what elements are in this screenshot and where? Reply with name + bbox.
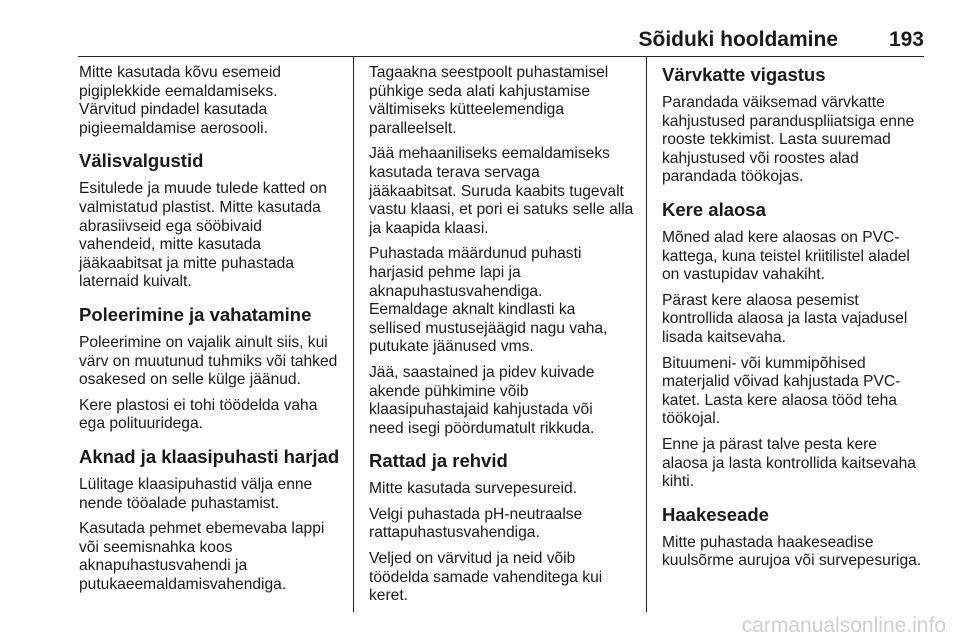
paragraph bbox=[662, 534, 930, 571]
paragraph bbox=[79, 520, 347, 594]
text-line: aknapuhastusvahendi ja bbox=[79, 557, 248, 575]
text-line: Velgi puhastada pH-neutraalse bbox=[369, 505, 583, 523]
text-line: Enne ja pärast talve pesta kere bbox=[662, 435, 877, 453]
text-line: lisada kaitsevaha. bbox=[662, 328, 786, 346]
text-line: Poleerimine on vajalik ainult siis, kui bbox=[79, 333, 328, 351]
text-line: pühkige seda alati kahjustamise bbox=[369, 82, 591, 100]
text-line: nende tööalade puhastamist. bbox=[79, 494, 280, 512]
text-line: alaosa ja lasta kontrollida kaitsevaha bbox=[662, 454, 916, 472]
text-line: jääkaabitsat. Suruda kaabits tugevalt bbox=[369, 182, 624, 200]
section-heading-paint-damage: Värvkatte vigastus bbox=[662, 64, 826, 85]
watermark: carmanualsonline.info bbox=[741, 614, 946, 637]
text-line: Puhastada määrdunud puhasti bbox=[369, 245, 582, 263]
paragraph bbox=[79, 476, 347, 513]
text-line: Eemaldage aknalt kindlasti ka bbox=[369, 301, 576, 319]
text-line: Bituumeni- või kummipõhised bbox=[662, 354, 866, 372]
column-divider-left bbox=[353, 56, 354, 612]
paragraph bbox=[369, 145, 637, 238]
column-middle bbox=[369, 64, 637, 613]
text-line: Kere plastosi ei tohi töödelda vaha bbox=[79, 396, 318, 414]
section-heading-towing-device: Haakeseade bbox=[662, 503, 769, 525]
text-line: Mitte kasutada survepesureid. bbox=[369, 480, 578, 498]
text-line: rooste tekkimist. Lasta suuremad bbox=[662, 131, 891, 149]
paragraph bbox=[79, 64, 347, 138]
paragraph bbox=[662, 355, 930, 429]
section-heading-polishing: Poleerimine ja vahatamine bbox=[79, 303, 312, 325]
text-line: töökojal. bbox=[662, 410, 721, 428]
text-line: jääkaabitsat ja mitte puhastada bbox=[79, 254, 294, 272]
text-line: vältimiseks kütteelemendiga bbox=[369, 101, 565, 119]
text-line: osakesed on selle külge jäänud. bbox=[79, 371, 301, 389]
paragraph bbox=[662, 292, 930, 348]
paragraph bbox=[369, 245, 637, 357]
section-heading-wheels-tyres: Rattad ja rehvid bbox=[369, 450, 508, 472]
section-heading-underbody: Kere alaosa bbox=[662, 198, 766, 220]
column-left bbox=[79, 64, 347, 601]
paragraph bbox=[662, 436, 930, 492]
text-line: putukaeemaldamisvahendiga. bbox=[79, 575, 287, 593]
text-line: harjasid pehme lapi ja bbox=[369, 263, 521, 281]
text-line: Mitte kasutada kõvu esemeid bbox=[79, 64, 281, 81]
page-number: 193 bbox=[888, 28, 924, 51]
section-heading-windows-wipers: Aknad ja klaasipuhasti harjad bbox=[79, 445, 340, 467]
text-line: Lülitage klaasipuhastid välja enne bbox=[79, 475, 313, 493]
paragraph bbox=[662, 94, 930, 187]
text-line: Jää mehaaniliseks eemaldamiseks bbox=[369, 145, 610, 163]
text-line: Veljed on värvitud ja neid võib bbox=[369, 550, 576, 568]
text-line: valmistatud plastist. Mitte kasutada bbox=[79, 198, 321, 216]
text-line: kasutada terava servaga bbox=[369, 163, 540, 181]
text-line: rattapuhastusvahendiga. bbox=[369, 524, 540, 542]
text-line: pigieemaldamise aerosooli. bbox=[79, 119, 268, 137]
paragraph bbox=[369, 364, 637, 438]
paragraph bbox=[79, 334, 347, 390]
text-line: Mõned alad kere alaosas on PVC- bbox=[662, 228, 900, 246]
paragraph bbox=[662, 229, 930, 285]
text-line: keret. bbox=[369, 587, 408, 605]
text-line: Mitte puhastada haakeseadise bbox=[662, 533, 874, 551]
text-line: Jää, saastained ja pidev kuivade bbox=[369, 363, 595, 381]
text-line: või seemisnahka koos bbox=[79, 538, 233, 556]
paragraph bbox=[79, 180, 347, 292]
paragraph bbox=[79, 397, 347, 434]
text-line: akende pühkimine võib bbox=[369, 382, 529, 400]
text-line: katet. Lasta kere alaosa tööd teha bbox=[662, 391, 897, 409]
text-line: on vastupidav vahakiht. bbox=[662, 266, 825, 284]
text-line: putukate jäänused vms. bbox=[369, 338, 534, 356]
page-title: Sõiduki hooldamine bbox=[638, 28, 838, 51]
paragraph bbox=[369, 506, 637, 543]
paragraph bbox=[369, 550, 637, 606]
text-line: Tagaakna seestpoolt puhastamisel bbox=[369, 64, 609, 81]
text-line: vastu klaasi, et pori ei satuks selle alla bbox=[369, 201, 634, 219]
text-line: parandada töökojas. bbox=[662, 168, 804, 186]
column-divider-right bbox=[646, 56, 647, 612]
text-line: kihti. bbox=[662, 473, 695, 491]
text-line: kahjustused paranduspliiatsiga enne bbox=[662, 112, 915, 130]
text-line: kattega, kuna teistel kriitilistel aladel bbox=[662, 247, 910, 265]
text-line: Parandada väiksemad värvkatte bbox=[662, 94, 885, 111]
paragraph bbox=[369, 480, 637, 499]
text-line: töödelda samade vahenditega kui bbox=[369, 568, 603, 586]
text-line: Värvitud pindadel kasutada bbox=[79, 101, 268, 119]
text-line: vahendeid, mitte kasutada bbox=[79, 236, 262, 254]
text-line: aknapuhastusvahendiga. bbox=[369, 282, 543, 300]
text-line: Pärast kere alaosa pesemist bbox=[662, 291, 859, 309]
paragraph bbox=[369, 64, 637, 138]
text-line: ega polituuridega. bbox=[79, 415, 203, 433]
text-line: sellised mustusejäägid nagu vaha, bbox=[369, 319, 608, 337]
text-line: kontrollida alaosa ja lasta vajadusel bbox=[662, 310, 908, 328]
text-line: Kasutada pehmet ebemevaba lappi bbox=[79, 520, 325, 538]
text-line: need isegi pöördumatult rikkuda. bbox=[369, 419, 595, 437]
column-right bbox=[662, 64, 930, 578]
text-line: ja kaapida klaasi. bbox=[369, 219, 489, 237]
text-line: materjalid võivad kahjustada PVC- bbox=[662, 373, 901, 391]
text-line: Esitulede ja muude tulede katted on bbox=[79, 180, 327, 198]
section-heading-exterior-lights: Välisvalgustid bbox=[79, 150, 204, 172]
text-line: klaasipuhastajaid kahjustada või bbox=[369, 401, 593, 419]
text-line: pigiplekkide eemaldamiseks. bbox=[79, 82, 278, 100]
text-line: värv on muutunud tuhmiks või tahked bbox=[79, 352, 338, 370]
text-line: abrasiivseid ega sööbivaid bbox=[79, 217, 262, 235]
text-line: laternaid kuivalt. bbox=[79, 273, 192, 291]
page-header bbox=[78, 28, 924, 57]
text-line: paralleelselt. bbox=[369, 119, 457, 137]
text-line: kuulsõrme aurujoa või survepesuriga. bbox=[662, 552, 922, 570]
text-line: kahjustused või roostes alad bbox=[662, 149, 859, 167]
